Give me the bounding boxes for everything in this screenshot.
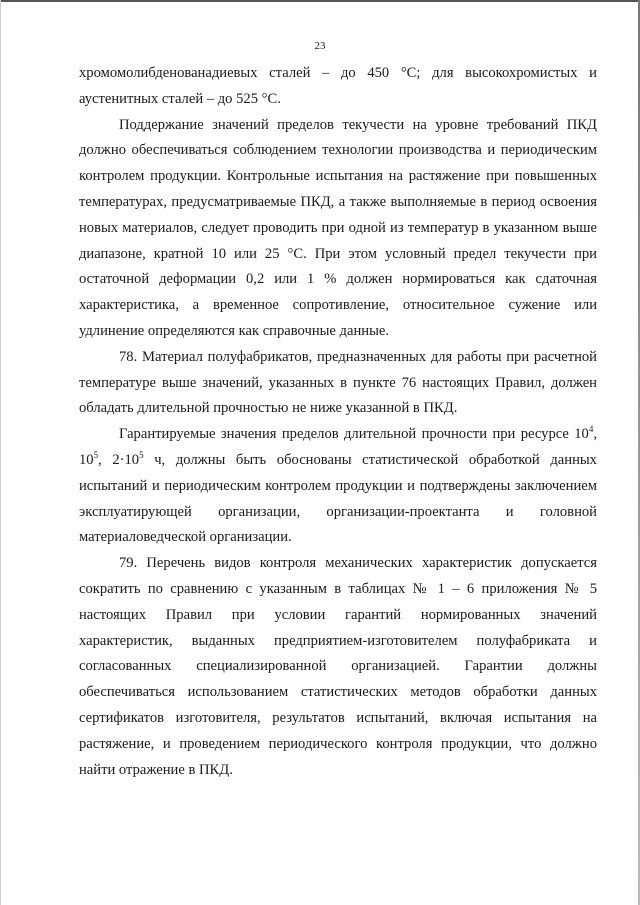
text-segment: ч, должны быть обоснованы статистической обработкой данных испытаний и периодическим контролем продукции и подтверждены заключением эксплуатирующей организации, организации-проектанта и головной материаловедческой организации. xyxy=(79,451,597,546)
text-segment: Гарантируемые значения пределов длительной прочности при ресурсе 10 xyxy=(119,426,589,443)
superscript: 5 xyxy=(139,450,144,461)
paragraph-yield-strength: Поддержание значений пределов текучести на уровне требований ПКД должно обеспечиваться соблюдением технологии производства и периодическим контролем продукции. Контрольные испытания на растяжение при повышенных температурах, предусматриваемые ПКД, а также выполняемые в период освоения новых материалов, следует проводить при одной из температур в указанном выше диапазоне, кратной 10 или 25 °С. При этом условный предел текучести при остаточной деформации 0,2 или 1 % должен нормироваться как сдаточная характеристика, а временное сопротивление, относительное сужение или удлинение определяются как справочные данные. xyxy=(79,116,597,339)
paragraph-continuation: хромомолибденованадиевых сталей – до 450 °С; для высокохромистых и аустенитных сталей – до 525 °С. xyxy=(79,65,597,107)
scan-top-edge xyxy=(0,0,640,5)
text-segment: , 10 xyxy=(79,426,597,468)
superscript: 4 xyxy=(588,424,594,435)
paragraph-item-78: 78. Материал полуфабрикатов, предназначенных для работы при расчетной температуре выше значений, указанных в пункте 76 настоящих Правил, должен обладать длительной прочностью не ниже указанной в ПКД. xyxy=(79,348,597,417)
paragraph-long-term-strength xyxy=(79,422,597,551)
paragraph-item-79: 79. Перечень видов контроля механических характеристик допускается сократить по сравнению с указанным в таблицах № 1 – 6 приложения № 5 настоящих Правил при условии гарантий нормированных значений характеристик, выданных предприятием-изготовителем полуфабриката и согласованных специализированной организацией. Гарантии должны обеспечиваться использованием статистических методов обработки данных сертификатов изготовителя, результатов испытаний, включая испытания на растяжение, и проведением периодического контроля продукции, что должно найти отражение в ПКД. xyxy=(79,555,597,778)
text-segment: , 2·10 xyxy=(98,451,140,468)
page-number: 23 xyxy=(314,40,326,52)
scan-left-edge xyxy=(0,0,1,905)
superscript: 5 xyxy=(93,450,99,461)
document-body xyxy=(79,61,597,783)
